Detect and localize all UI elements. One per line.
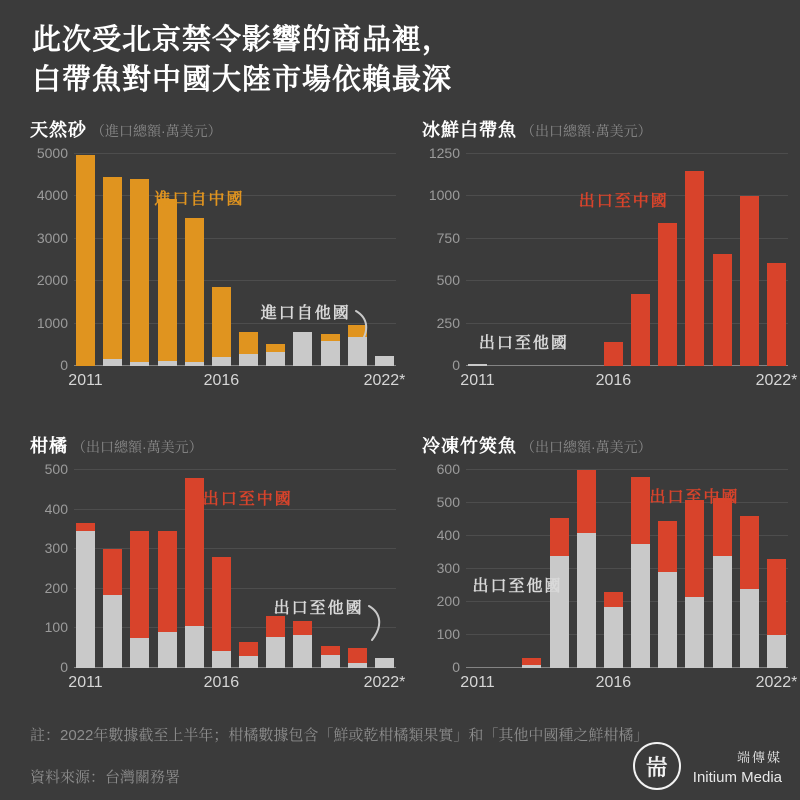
brand-name-en: Initium Media [692, 768, 782, 786]
segment-china [185, 478, 204, 626]
bar-2013 [130, 154, 149, 366]
segment-china [76, 523, 95, 531]
bar-2014 [550, 470, 569, 668]
segment-china [103, 177, 122, 359]
plot-area [436, 461, 788, 675]
chart-frozen-jack-mackerel [422, 432, 798, 698]
y-tick-label: 100 [44, 619, 68, 636]
segment-others [375, 658, 394, 668]
y-tick-label: 2000 [36, 272, 68, 289]
bar-2019 [685, 154, 704, 366]
segment-china [658, 223, 677, 366]
chart-subtitle: （出口總額·萬美元） [521, 123, 652, 139]
page-title-line2: 白帶魚對中國大陸市場依賴最深 [32, 64, 453, 96]
chart-header [30, 116, 396, 142]
segment-others [185, 626, 204, 668]
segment-china [631, 477, 650, 545]
bar-2016 [604, 154, 623, 366]
series-label: 進口自中國 [154, 190, 245, 208]
chart-citrus [30, 432, 406, 698]
segment-others [767, 635, 786, 668]
segment-others [158, 361, 177, 367]
bar-2015 [577, 154, 596, 366]
bar-2017 [631, 470, 650, 668]
y-tick-label: 300 [436, 560, 460, 576]
segment-others [321, 655, 340, 668]
segment-others [185, 362, 204, 366]
x-axis-labels [68, 372, 406, 396]
bar-2021 [740, 470, 759, 668]
curved-arrow-icon [366, 604, 386, 644]
y-tick-label: 0 [60, 659, 68, 675]
bar-2015 [577, 470, 596, 668]
x-tick-label-2016: 2016 [203, 674, 240, 691]
x-tick-label-2016: 2016 [595, 674, 632, 691]
y-tick-label: 400 [44, 500, 68, 517]
bar-2020 [321, 154, 340, 366]
segment-china [266, 344, 285, 351]
y-tick-label: 1000 [36, 314, 68, 331]
x-axis-labels [460, 674, 798, 698]
segment-china [321, 646, 340, 654]
bar-2020 [321, 470, 340, 668]
bar-2022 [767, 154, 786, 366]
segment-others [130, 638, 149, 668]
segment-china [740, 196, 759, 366]
x-tick-label-2011: 2011 [68, 674, 103, 691]
segment-china [685, 500, 704, 597]
segment-others [348, 663, 367, 668]
bar-2020 [713, 154, 732, 366]
chart-subtitle: （出口總額·萬美元） [521, 439, 652, 455]
bar-2016 [604, 470, 623, 668]
series-label: 出口至他國 [478, 334, 569, 352]
chart-chilled-hairtail [422, 116, 798, 396]
y-tick-label: 100 [436, 626, 460, 643]
segment-china [685, 171, 704, 366]
plot-area [44, 461, 396, 675]
segment-china [76, 155, 95, 366]
segment-others [577, 533, 596, 668]
series-label: 出口至中國 [649, 488, 740, 506]
y-tick-label: 500 [436, 494, 460, 510]
y-tick-label: 400 [436, 527, 460, 544]
chart-title: 冰鮮白帶魚 [422, 120, 517, 140]
segment-china [658, 521, 677, 572]
y-tick-label: 3000 [36, 229, 68, 246]
series-label: 出口至中國 [202, 490, 293, 508]
segment-china [239, 332, 258, 354]
bar-2021 [348, 470, 367, 668]
x-tick-label-2022: 2022* [755, 674, 798, 691]
x-tick-label-2016: 2016 [203, 372, 240, 389]
y-tick-label: 200 [44, 579, 68, 596]
segment-others [130, 362, 149, 366]
chart-grid [30, 116, 798, 698]
segment-others [604, 607, 623, 668]
chart-header [422, 116, 788, 142]
segment-china [631, 294, 650, 366]
bar-2013 [522, 470, 541, 668]
segment-others [212, 651, 231, 668]
footnote: 註：2022年數據截至上半年；柑橘數據包含「鮮或乾柑橘類果實」和「其他中國種之鮮柑橘」 [30, 727, 649, 744]
plot-area [428, 145, 788, 373]
segment-others [321, 341, 340, 366]
brand-block [633, 742, 782, 790]
y-tick-label: 500 [436, 272, 460, 289]
x-tick-label-2022: 2022* [755, 372, 798, 389]
segment-others [239, 656, 258, 668]
segment-others [239, 354, 258, 366]
bar-2012 [103, 470, 122, 668]
series-label: 出口至他國 [274, 595, 364, 618]
bar-2011 [468, 470, 487, 668]
segment-others [266, 352, 285, 366]
bar-2012 [495, 470, 514, 668]
y-tick-label: 0 [452, 659, 460, 675]
brand-text [693, 747, 782, 786]
segment-china [740, 516, 759, 589]
x-tick-label-2011: 2011 [68, 372, 103, 389]
series-label: 進口自他國 [261, 300, 351, 323]
segment-others [631, 544, 650, 668]
y-tick-label: 600 [436, 461, 460, 477]
y-tick-label: 4000 [36, 187, 68, 204]
chart-title: 柑橘 [30, 436, 68, 456]
bar-2018 [658, 154, 677, 366]
segment-others [293, 635, 312, 668]
segment-china [522, 658, 541, 665]
chart-header [422, 432, 788, 458]
segment-others [212, 357, 231, 366]
y-tick-label: 750 [436, 229, 460, 246]
segment-china [713, 254, 732, 366]
segment-others [103, 359, 122, 366]
segment-others [522, 665, 541, 668]
bar-2017 [631, 154, 650, 366]
bar-2022 [767, 470, 786, 668]
y-tick-label: 0 [60, 357, 68, 373]
brand-name-zh: 端傳媒 [736, 749, 782, 765]
chart-subtitle: （出口總額·萬美元） [72, 439, 203, 455]
bar-2021 [740, 154, 759, 366]
segment-others [103, 595, 122, 668]
segment-china [103, 549, 122, 595]
y-tick-label: 250 [436, 314, 460, 331]
segment-china [130, 531, 149, 638]
segment-others [468, 364, 487, 366]
y-tick-label: 200 [436, 593, 460, 610]
segment-china [348, 648, 367, 663]
segment-others [158, 632, 177, 668]
segment-others [266, 637, 285, 668]
logo-glyph: 耑 [645, 754, 668, 780]
bar-2015 [185, 470, 204, 668]
segment-china [767, 559, 786, 635]
plot-area [36, 145, 396, 373]
page-title-line1: 此次受北京禁令影響的商品裡， [32, 24, 453, 56]
footer [30, 724, 790, 787]
bar-2014 [158, 470, 177, 668]
initium-logo-icon [633, 742, 681, 790]
x-tick-label-2011: 2011 [460, 674, 495, 691]
series-label: 出口至他國 [472, 577, 563, 595]
x-axis-labels [68, 674, 406, 698]
y-tick-label: 0 [452, 357, 460, 373]
segment-china [604, 592, 623, 607]
segment-china [212, 287, 231, 357]
segment-others [76, 531, 95, 668]
y-tick-label: 5000 [36, 145, 68, 161]
x-tick-label-2022: 2022* [363, 372, 406, 389]
y-tick-label: 1250 [428, 145, 460, 161]
x-tick-label-2016: 2016 [595, 372, 632, 389]
segment-china [158, 531, 177, 632]
y-tick-label: 500 [44, 461, 68, 477]
page-title [32, 20, 790, 100]
bar-2012 [103, 154, 122, 366]
segment-china [130, 179, 149, 361]
bar-2019 [293, 470, 312, 668]
segment-china [239, 642, 258, 655]
curved-arrow-icon [353, 309, 373, 349]
bar-2019 [293, 154, 312, 366]
chart-header [30, 432, 396, 458]
segment-china [550, 518, 569, 556]
segment-china [185, 218, 204, 362]
segment-china [158, 199, 177, 361]
segment-others [375, 356, 394, 366]
bar-2018 [266, 154, 285, 366]
segment-others [658, 572, 677, 668]
y-tick-label: 300 [44, 540, 68, 557]
bar-2011 [76, 470, 95, 668]
chart-subtitle: （進口總額·萬美元） [91, 123, 222, 139]
bar-2013 [130, 470, 149, 668]
x-axis-labels [460, 372, 798, 396]
segment-china [266, 616, 285, 637]
segment-china [321, 334, 340, 341]
segment-others [713, 556, 732, 668]
segment-others [740, 589, 759, 668]
bar-2011 [76, 154, 95, 366]
segment-china [604, 342, 623, 366]
x-tick-label-2022: 2022* [363, 674, 406, 691]
segment-china [212, 557, 231, 651]
series-label: 出口至中國 [578, 192, 669, 210]
segment-china [293, 621, 312, 634]
chart-title: 天然砂 [30, 120, 87, 140]
chart-title: 冷凍竹筴魚 [422, 436, 517, 456]
x-tick-label-2011: 2011 [460, 372, 495, 389]
y-tick-label: 1000 [428, 187, 460, 204]
bar-2022 [375, 154, 394, 366]
segment-others [685, 597, 704, 668]
chart-natural-sand [30, 116, 406, 396]
segment-others [293, 332, 312, 366]
data-source: 資料來源：台灣關務署 [30, 769, 181, 786]
segment-china [577, 470, 596, 533]
segment-china [767, 263, 786, 366]
